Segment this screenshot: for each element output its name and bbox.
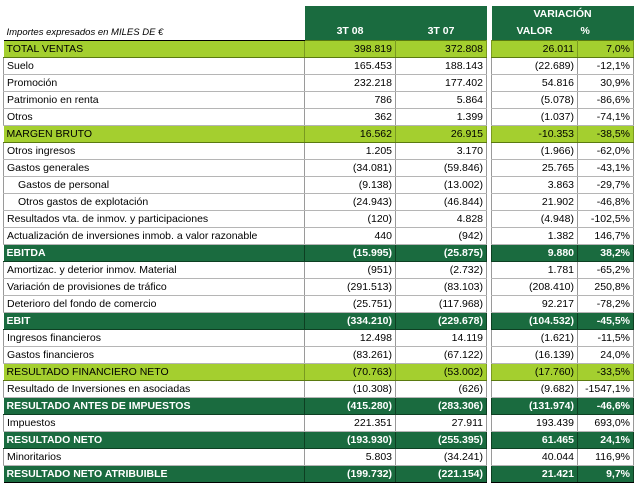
variation-value: 92.217 bbox=[492, 296, 578, 313]
variation-percent: -86,6% bbox=[578, 92, 634, 109]
table-row bbox=[4, 58, 634, 75]
variation-value: 21.421 bbox=[492, 466, 578, 483]
row-label: Gastos de personal bbox=[4, 177, 305, 194]
value-3t08: (193.930) bbox=[305, 432, 396, 449]
variacion-header: VARIACIÓN bbox=[492, 6, 634, 22]
variation-percent: -46,8% bbox=[578, 194, 634, 211]
variation-percent: -62,0% bbox=[578, 143, 634, 160]
value-3t08: (70.763) bbox=[305, 364, 396, 381]
value-3t08: 165.453 bbox=[305, 58, 396, 75]
variation-value: -10.353 bbox=[492, 126, 578, 143]
table-row bbox=[4, 398, 634, 415]
variation-value: (16.139) bbox=[492, 347, 578, 364]
variation-percent: 24,0% bbox=[578, 347, 634, 364]
row-label: Otros ingresos bbox=[4, 143, 305, 160]
value-3t07: (221.154) bbox=[396, 466, 487, 483]
table-row bbox=[4, 262, 634, 279]
variation-value: 1.781 bbox=[492, 262, 578, 279]
variation-percent: 693,0% bbox=[578, 415, 634, 432]
variation-percent: -12,1% bbox=[578, 58, 634, 75]
value-3t07: (117.968) bbox=[396, 296, 487, 313]
variation-value: 54.816 bbox=[492, 75, 578, 92]
value-3t07: (25.875) bbox=[396, 245, 487, 262]
row-label: MARGEN BRUTO bbox=[4, 126, 305, 143]
row-label: Otros gastos de explotación bbox=[4, 194, 305, 211]
variation-value: 3.863 bbox=[492, 177, 578, 194]
table-row bbox=[4, 279, 634, 296]
variation-value: 21.902 bbox=[492, 194, 578, 211]
table-row bbox=[4, 415, 634, 432]
header-row-bottom bbox=[4, 22, 634, 41]
variation-value: 1.382 bbox=[492, 228, 578, 245]
variation-value: (22.689) bbox=[492, 58, 578, 75]
variation-percent: -102,5% bbox=[578, 211, 634, 228]
value-3t08: 232.218 bbox=[305, 75, 396, 92]
variation-percent: -45,5% bbox=[578, 313, 634, 330]
value-3t07: 1.399 bbox=[396, 109, 487, 126]
header-blank-3t08 bbox=[305, 6, 396, 22]
variation-value: (4.948) bbox=[492, 211, 578, 228]
row-label: Actualización de inversiones inmob. a valor razonable bbox=[4, 228, 305, 245]
value-3t08: (25.751) bbox=[305, 296, 396, 313]
variation-percent: 116,9% bbox=[578, 449, 634, 466]
row-label: Impuestos bbox=[4, 415, 305, 432]
variation-value: (1.966) bbox=[492, 143, 578, 160]
value-3t08: (951) bbox=[305, 262, 396, 279]
row-label: Suelo bbox=[4, 58, 305, 75]
value-3t08: (291.513) bbox=[305, 279, 396, 296]
table-row bbox=[4, 160, 634, 177]
variation-percent: -43,1% bbox=[578, 160, 634, 177]
value-3t07: 177.402 bbox=[396, 75, 487, 92]
table-row bbox=[4, 92, 634, 109]
variation-percent: 9,7% bbox=[578, 466, 634, 483]
value-3t08: (334.210) bbox=[305, 313, 396, 330]
variation-value: (208.410) bbox=[492, 279, 578, 296]
row-label: RESULTADO FINANCIERO NETO bbox=[4, 364, 305, 381]
header-blank-label bbox=[4, 6, 305, 22]
value-3t08: 16.562 bbox=[305, 126, 396, 143]
table-row bbox=[4, 211, 634, 228]
row-label: Resultado de Inversiones en asociadas bbox=[4, 381, 305, 398]
variation-value: (1.037) bbox=[492, 109, 578, 126]
column-header-3t07: 3T 07 bbox=[396, 22, 487, 41]
value-3t07: 27.911 bbox=[396, 415, 487, 432]
table-row bbox=[4, 143, 634, 160]
value-3t08: (415.280) bbox=[305, 398, 396, 415]
value-3t08: 5.803 bbox=[305, 449, 396, 466]
value-3t07: (942) bbox=[396, 228, 487, 245]
value-3t08: 1.205 bbox=[305, 143, 396, 160]
row-label: Amortizac. y deterior inmov. Material bbox=[4, 262, 305, 279]
value-3t07: (34.241) bbox=[396, 449, 487, 466]
header-blank-3t07 bbox=[396, 6, 487, 22]
value-3t08: 221.351 bbox=[305, 415, 396, 432]
value-3t08: (199.732) bbox=[305, 466, 396, 483]
column-header-valor: VALOR bbox=[492, 22, 578, 41]
value-3t07: (2.732) bbox=[396, 262, 487, 279]
table-row bbox=[4, 194, 634, 211]
variation-value: 9.880 bbox=[492, 245, 578, 262]
row-label: Gastos generales bbox=[4, 160, 305, 177]
value-3t07: (255.395) bbox=[396, 432, 487, 449]
variation-value: (9.682) bbox=[492, 381, 578, 398]
table-row bbox=[4, 313, 634, 330]
value-3t07: 4.828 bbox=[396, 211, 487, 228]
column-header-pct: % bbox=[578, 22, 634, 41]
value-3t08: (9.138) bbox=[305, 177, 396, 194]
row-label: RESULTADO NETO bbox=[4, 432, 305, 449]
value-3t07: 14.119 bbox=[396, 330, 487, 347]
table-row bbox=[4, 75, 634, 92]
row-label: Promoción bbox=[4, 75, 305, 92]
value-3t07: (83.103) bbox=[396, 279, 487, 296]
table-row bbox=[4, 364, 634, 381]
row-label: Resultados vta. de inmov. y participaciones bbox=[4, 211, 305, 228]
value-3t07: 372.808 bbox=[396, 41, 487, 58]
variation-percent: -78,2% bbox=[578, 296, 634, 313]
variation-value: (1.621) bbox=[492, 330, 578, 347]
variation-value: 25.765 bbox=[492, 160, 578, 177]
variation-value: 193.439 bbox=[492, 415, 578, 432]
table-row bbox=[4, 296, 634, 313]
value-3t08: (10.308) bbox=[305, 381, 396, 398]
variation-value: (104.532) bbox=[492, 313, 578, 330]
table-row bbox=[4, 228, 634, 245]
value-3t08: (24.943) bbox=[305, 194, 396, 211]
value-3t07: (283.306) bbox=[396, 398, 487, 415]
value-3t08: (120) bbox=[305, 211, 396, 228]
table-row bbox=[4, 432, 634, 449]
table-row bbox=[4, 245, 634, 262]
value-3t08: 440 bbox=[305, 228, 396, 245]
variation-percent: 146,7% bbox=[578, 228, 634, 245]
row-label: Variación de provisiones de tráfico bbox=[4, 279, 305, 296]
column-header-3t08: 3T 08 bbox=[305, 22, 396, 41]
variation-percent: -38,5% bbox=[578, 126, 634, 143]
variation-percent: 7,0% bbox=[578, 41, 634, 58]
value-3t07: (53.002) bbox=[396, 364, 487, 381]
value-3t07: (626) bbox=[396, 381, 487, 398]
row-label: Gastos financieros bbox=[4, 347, 305, 364]
value-3t07: 3.170 bbox=[396, 143, 487, 160]
value-3t07: 26.915 bbox=[396, 126, 487, 143]
variation-percent: -29,7% bbox=[578, 177, 634, 194]
value-3t07: (59.846) bbox=[396, 160, 487, 177]
table-row bbox=[4, 330, 634, 347]
table-row bbox=[4, 347, 634, 364]
value-3t08: 12.498 bbox=[305, 330, 396, 347]
value-3t08: (15.995) bbox=[305, 245, 396, 262]
variation-percent: 24,1% bbox=[578, 432, 634, 449]
table-row bbox=[4, 109, 634, 126]
variation-value: 40.044 bbox=[492, 449, 578, 466]
row-label: EBITDA bbox=[4, 245, 305, 262]
row-label: Patrimonio en renta bbox=[4, 92, 305, 109]
header-row-top bbox=[4, 6, 634, 22]
value-3t08: 362 bbox=[305, 109, 396, 126]
variation-value: (17.760) bbox=[492, 364, 578, 381]
value-3t08: (34.081) bbox=[305, 160, 396, 177]
row-label: RESULTADO NETO ATRIBUIBLE bbox=[4, 466, 305, 483]
table-row bbox=[4, 126, 634, 143]
variation-percent: 30,9% bbox=[578, 75, 634, 92]
variation-value: (131.974) bbox=[492, 398, 578, 415]
row-label: Deterioro del fondo de comercio bbox=[4, 296, 305, 313]
variation-percent: 38,2% bbox=[578, 245, 634, 262]
variation-value: 26.011 bbox=[492, 41, 578, 58]
value-3t07: (67.122) bbox=[396, 347, 487, 364]
value-3t07: (229.678) bbox=[396, 313, 487, 330]
row-label: Minoritarios bbox=[4, 449, 305, 466]
table-row bbox=[4, 41, 634, 58]
variation-percent: -33,5% bbox=[578, 364, 634, 381]
variation-value: (5.078) bbox=[492, 92, 578, 109]
value-3t07: (13.002) bbox=[396, 177, 487, 194]
table-row bbox=[4, 177, 634, 194]
income-statement-sheet bbox=[3, 6, 633, 483]
value-3t07: 5.864 bbox=[396, 92, 487, 109]
variation-percent: -11,5% bbox=[578, 330, 634, 347]
table-row bbox=[4, 449, 634, 466]
table-row bbox=[4, 466, 634, 483]
row-label: EBIT bbox=[4, 313, 305, 330]
table-row bbox=[4, 381, 634, 398]
row-label: RESULTADO ANTES DE IMPUESTOS bbox=[4, 398, 305, 415]
variation-percent: -65,2% bbox=[578, 262, 634, 279]
variation-value: 61.465 bbox=[492, 432, 578, 449]
variation-percent: 250,8% bbox=[578, 279, 634, 296]
value-3t07: 188.143 bbox=[396, 58, 487, 75]
statement-rows bbox=[4, 41, 634, 483]
value-3t07: (46.844) bbox=[396, 194, 487, 211]
variation-percent: -1547,1% bbox=[578, 381, 634, 398]
value-3t08: (83.261) bbox=[305, 347, 396, 364]
value-3t08: 786 bbox=[305, 92, 396, 109]
variation-percent: -74,1% bbox=[578, 109, 634, 126]
income-statement-table bbox=[3, 6, 634, 483]
units-note: Importes expresados en MILES DE € bbox=[4, 22, 305, 41]
row-label: Otros bbox=[4, 109, 305, 126]
variation-percent: -46,6% bbox=[578, 398, 634, 415]
row-label: TOTAL VENTAS bbox=[4, 41, 305, 58]
value-3t08: 398.819 bbox=[305, 41, 396, 58]
row-label: Ingresos financieros bbox=[4, 330, 305, 347]
